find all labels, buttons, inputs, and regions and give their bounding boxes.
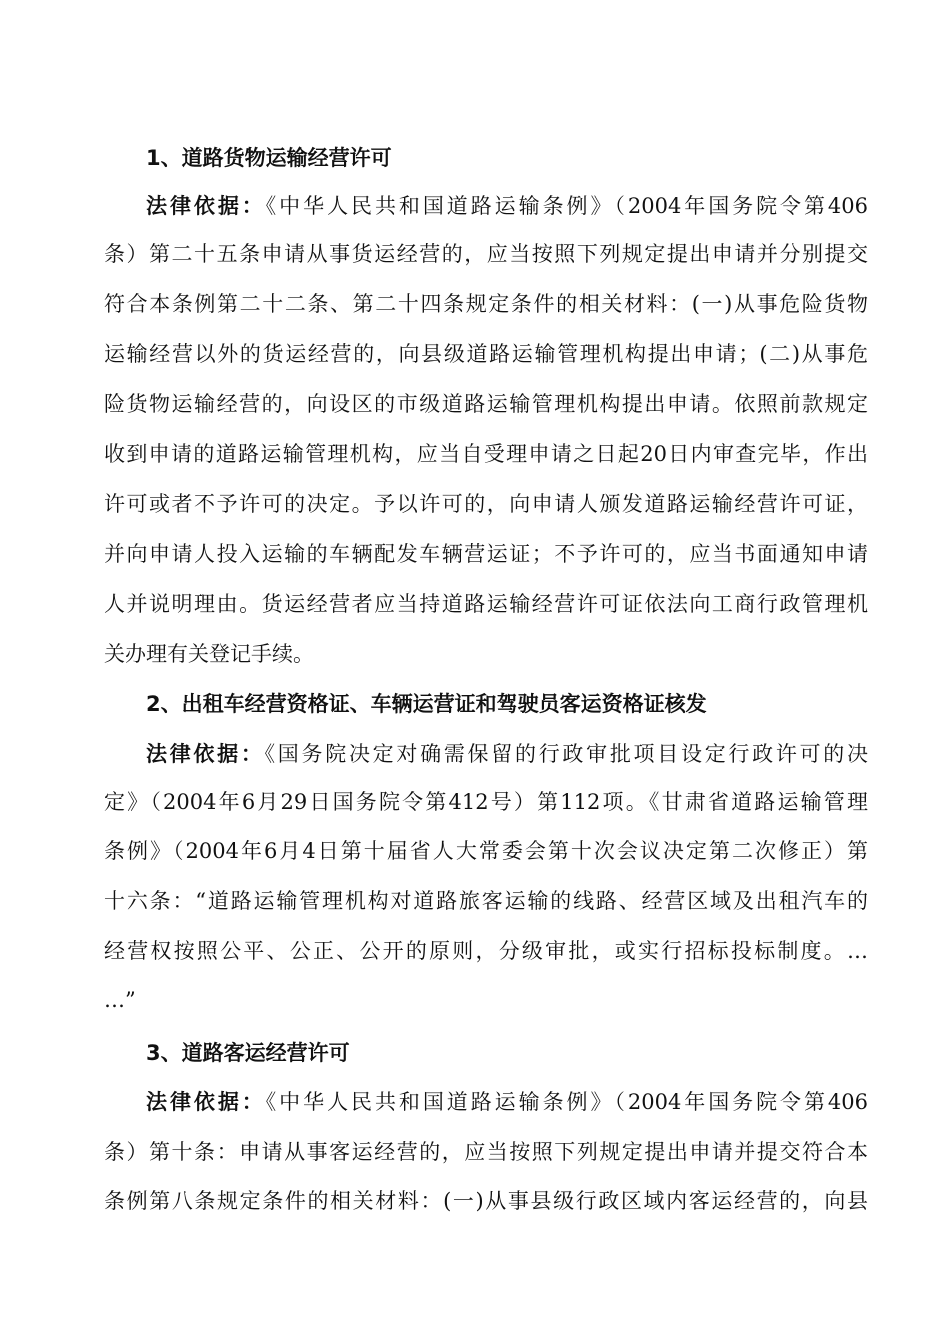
section-1-line-1 bbox=[146, 186, 868, 226]
section-3-label: 法律依据： bbox=[146, 1090, 266, 1114]
section-3-line-1 bbox=[146, 1082, 868, 1122]
section-2-line-1 bbox=[146, 734, 868, 774]
section-2-line-3: 条例》（2004年6月4日第十届省人大常委会第十次会议决定第二次修正）第 bbox=[104, 839, 868, 863]
section-2-text-1: 《国务院决定对确需保留的行政审批项目设定行政许可的决 bbox=[264, 742, 869, 766]
section-2-line-6: …” bbox=[104, 988, 136, 1012]
section-3-text-1: 《中华人民共和国道路运输条例》（2004年国务院令第406 bbox=[265, 1090, 869, 1114]
section-1-line-7: 许可或者不予许可的决定。予以许可的，向申请人颁发道路运输经营许可证， bbox=[104, 492, 868, 516]
section-1-line-6: 收到申请的道路运输管理机构，应当自受理申请之日起20日内审查完毕，作出 bbox=[104, 442, 868, 466]
section-1-line-4: 运输经营以外的货运经营的，向县级道路运输管理机构提出申请；(二)从事危 bbox=[104, 342, 868, 366]
section-1-label: 法律依据： bbox=[146, 194, 266, 218]
section-1-line-10: 关办理有关登记手续。 bbox=[104, 642, 314, 666]
section-1-line-3: 符合本条例第二十二条、第二十四条规定条件的相关材料：(一)从事危险货物 bbox=[104, 292, 868, 316]
section-1-line-9: 人并说明理由。货运经营者应当持道路运输经营许可证依法向工商行政管理机 bbox=[104, 592, 868, 616]
section-2-line-2: 定》（2004年6月29日国务院令第412号）第112项。《甘肃省道路运输管理 bbox=[104, 790, 868, 814]
section-2-label: 法律依据： bbox=[146, 742, 265, 766]
section-1-line-8: 并向申请人投入运输的车辆配发车辆营运证；不予许可的，应当书面通知申请 bbox=[104, 542, 868, 566]
section-2-line-4: 十六条：“道路运输管理机构对道路旅客运输的线路、经营区域及出租汽车的 bbox=[104, 889, 868, 913]
section-3-heading: 3、道路客运经营许可 bbox=[146, 1041, 350, 1065]
section-2-heading: 2、出租车经营资格证、车辆运营证和驾驶员客运资格证核发 bbox=[146, 692, 707, 716]
section-1-text-1: 《中华人民共和国道路运输条例》（2004年国务院令第406 bbox=[265, 194, 869, 218]
section-1-heading: 1、道路货物运输经营许可 bbox=[146, 146, 392, 170]
section-3-line-2: 条）第十条：申请从事客运经营的，应当按照下列规定提出申请并提交符合本 bbox=[104, 1140, 868, 1164]
section-3-line-3: 条例第八条规定条件的相关材料：(一)从事县级行政区域内客运经营的，向县 bbox=[104, 1189, 868, 1213]
section-1-line-5: 险货物运输经营的，向设区的市级道路运输管理机构提出申请。依照前款规定 bbox=[104, 392, 868, 416]
section-2-line-5: 经营权按照公平、公正、公开的原则，分级审批，或实行招标投标制度。… bbox=[104, 939, 868, 963]
section-1-line-2: 条）第二十五条申请从事货运经营的，应当按照下列规定提出申请并分别提交 bbox=[104, 242, 868, 266]
